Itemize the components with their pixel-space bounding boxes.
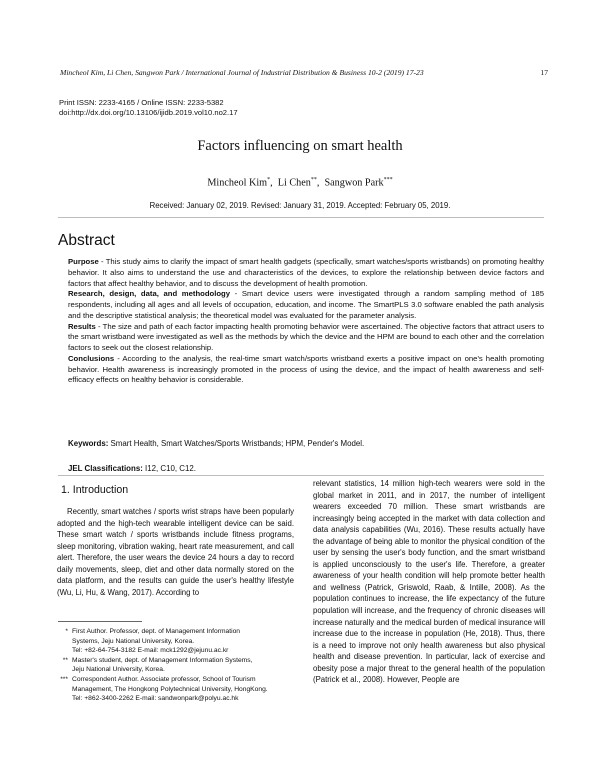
footnote-first-author	[58, 627, 298, 656]
author-name: Mincheol Kim	[207, 177, 268, 189]
footnote-line: Correspondent Author. Associate professor, School of Tourism	[72, 675, 256, 683]
author-mark: ***	[383, 177, 393, 183]
running-title: Mincheol Kim, Li Chen, Sangwon Park / International Journal of Industrial Distribution & Business 10-2 (2019) 17-23	[60, 68, 424, 77]
author-name: Sangwon Park	[324, 177, 384, 189]
issn-line: Print ISSN: 2233-4165 / Online ISSN: 2233-5382	[59, 98, 224, 107]
abstract-conclusions	[68, 354, 544, 386]
author-mark: *	[267, 177, 271, 183]
abstract-body	[68, 257, 544, 386]
page-number: 17	[540, 68, 548, 77]
running-header	[60, 68, 548, 77]
footnote-second-author	[58, 656, 298, 675]
section-label: Research, design, data, and methodology	[68, 289, 231, 299]
abstract-results	[68, 322, 544, 354]
section-text: - This study aims to clarify the impact of smart health gadgets (specfically, smart watches/sports wristbands) on promoting healthy behavior. It also aims to understand the use and characteristics of the devices, to explore the relationship between device factors and factors that affect healthy behavior, and to discuss the development of health promotion.	[68, 257, 544, 288]
footnote-line: Management, The Hongkong Polytechnical University, HongKong.	[72, 685, 268, 693]
keywords	[68, 439, 544, 448]
footnote-line: Tel: +862-3400-2262 E-mail: sandwonpark@polyu.ac.hk	[72, 695, 239, 703]
paper-title: Factors influencing on smart health	[197, 138, 403, 154]
section-label: Conclusions	[68, 353, 115, 363]
keywords-text: Smart Health, Smart Watches/Sports Wristbands; HPM, Pender's Model.	[108, 439, 365, 448]
received-dates: Received: January 02, 2019. Revised: January 31, 2019. Accepted: February 05, 2019.	[149, 201, 451, 210]
footnote-mark: ***	[60, 675, 68, 683]
abstract-methodology	[68, 289, 544, 321]
jel-label: JEL Classifications:	[68, 464, 143, 473]
footnote-line: Master's student, dept. of Management Information Systems,	[72, 656, 253, 664]
abstract-top-rule	[58, 217, 544, 218]
footnote-line: Systems, Jeju National University, Korea.	[72, 637, 195, 645]
section-text: - The size and path of each factor impacting health promoting behavior were ascertained. The objective factors that attract users to the smart wristband were investigated as well as the methods by which the device and the HPM are bound to each other and the correlation factors to seek out the closest relationship.	[68, 321, 544, 352]
author-list: Mincheol Kim*, Li Chen**, Sangwon Park***	[207, 177, 393, 189]
footnote-mark: *	[65, 628, 68, 635]
intro-right-column: relevant statistics, 14 million high-tech wearers were sold in the global market in 2011, and in 2017, the number of intelligent wearers exceeded 70 million. These smart wristbands are increasingly being accepted in the market with data collection and data analysis capabilities (Wu, 2016). These results actually have the advantage of being able to monitor the physical condition of the user by sensing the user's body function, and the smart wristband is applied unconsciously to the user's life. Therefore, a greater awareness of your health condition will help promote better health and wellness (Patrick, Griswold, Raab, & Intille, 2008). As the population continues to increase, the life expectancy of the future population will increase, and the frequency of chronic diseases will increase naturally and the medical burden of medical insurance will increase due to the increase in population (He, 2018). Thus, there is a need to improve not only health awareness but also physical health and disease prevention. In particular, lack of exercise and obesity pose a major threat to the general health of the population (Patrick et al., 2008). However, People are	[313, 479, 545, 685]
jel-classifications	[68, 464, 544, 473]
abstract-bottom-rule	[58, 475, 544, 476]
abstract-purpose	[68, 257, 544, 289]
author-name: Li Chen	[277, 177, 311, 189]
footnote-line: Jeju National University, Korea.	[72, 666, 165, 674]
section-text: - According to the analysis, the real-time smart watch/sports wristband exerts a positive impact on one's health promoting behavior. Health awareness is increasingly promoted in the process of using the device, and the impact of health awareness and self-efficacy effects on healthy behavior is considerable.	[68, 353, 544, 385]
footnote-line: Tel: +82-64-754-3182 E-mail: mck1292@jejunu.ac.kr	[72, 647, 229, 655]
issn-block	[59, 98, 238, 118]
intro-left-column: Recently, smart watches / sports wrist straps have been popularly adopted and the high-tech wearable intelligent device can be said. These smart watch / sports wristbands include fitness programs, sleep monitoring, vibration waking, heart rate measurement, and call alert. Therefore, the user wears the device 24 hours a day to record daily movements, sleep, diet and other data normally stored on the data platform, and the results can guide the user's healthy lifestyle (Wu, Li, Hu, & Wang, 2017). According to	[57, 507, 294, 597]
footnote-correspondent	[58, 675, 298, 704]
footnote-mark: **	[62, 656, 68, 664]
footnote-rule	[58, 621, 142, 622]
author-mark: **	[310, 177, 317, 183]
section-label: Purpose	[68, 257, 99, 266]
section-label: Results	[68, 321, 96, 331]
doi-line: doi:http://dx.doi.org/10.13106/ijidb.2019.vol10.no2.17	[59, 108, 238, 117]
jel-text: I12, C10, C12.	[142, 464, 196, 473]
section-text: - Smart device users were investigated through a random sampling method of 185 respondents, including all ages and all levels of occupation, education, and income. The SmartPLS 3.0 software enabled the path analysis and the descriptive statistical analysis; the theoretical model was evaluated for the parameter analysis.	[68, 289, 544, 320]
footnotes	[58, 627, 298, 704]
footnote-line: First Author. Professor, dept. of Management Information	[72, 628, 241, 635]
keywords-label: Keywords:	[68, 439, 109, 448]
abstract-heading: Abstract	[58, 232, 115, 249]
section-heading-introduction: 1. Introduction	[61, 484, 129, 496]
